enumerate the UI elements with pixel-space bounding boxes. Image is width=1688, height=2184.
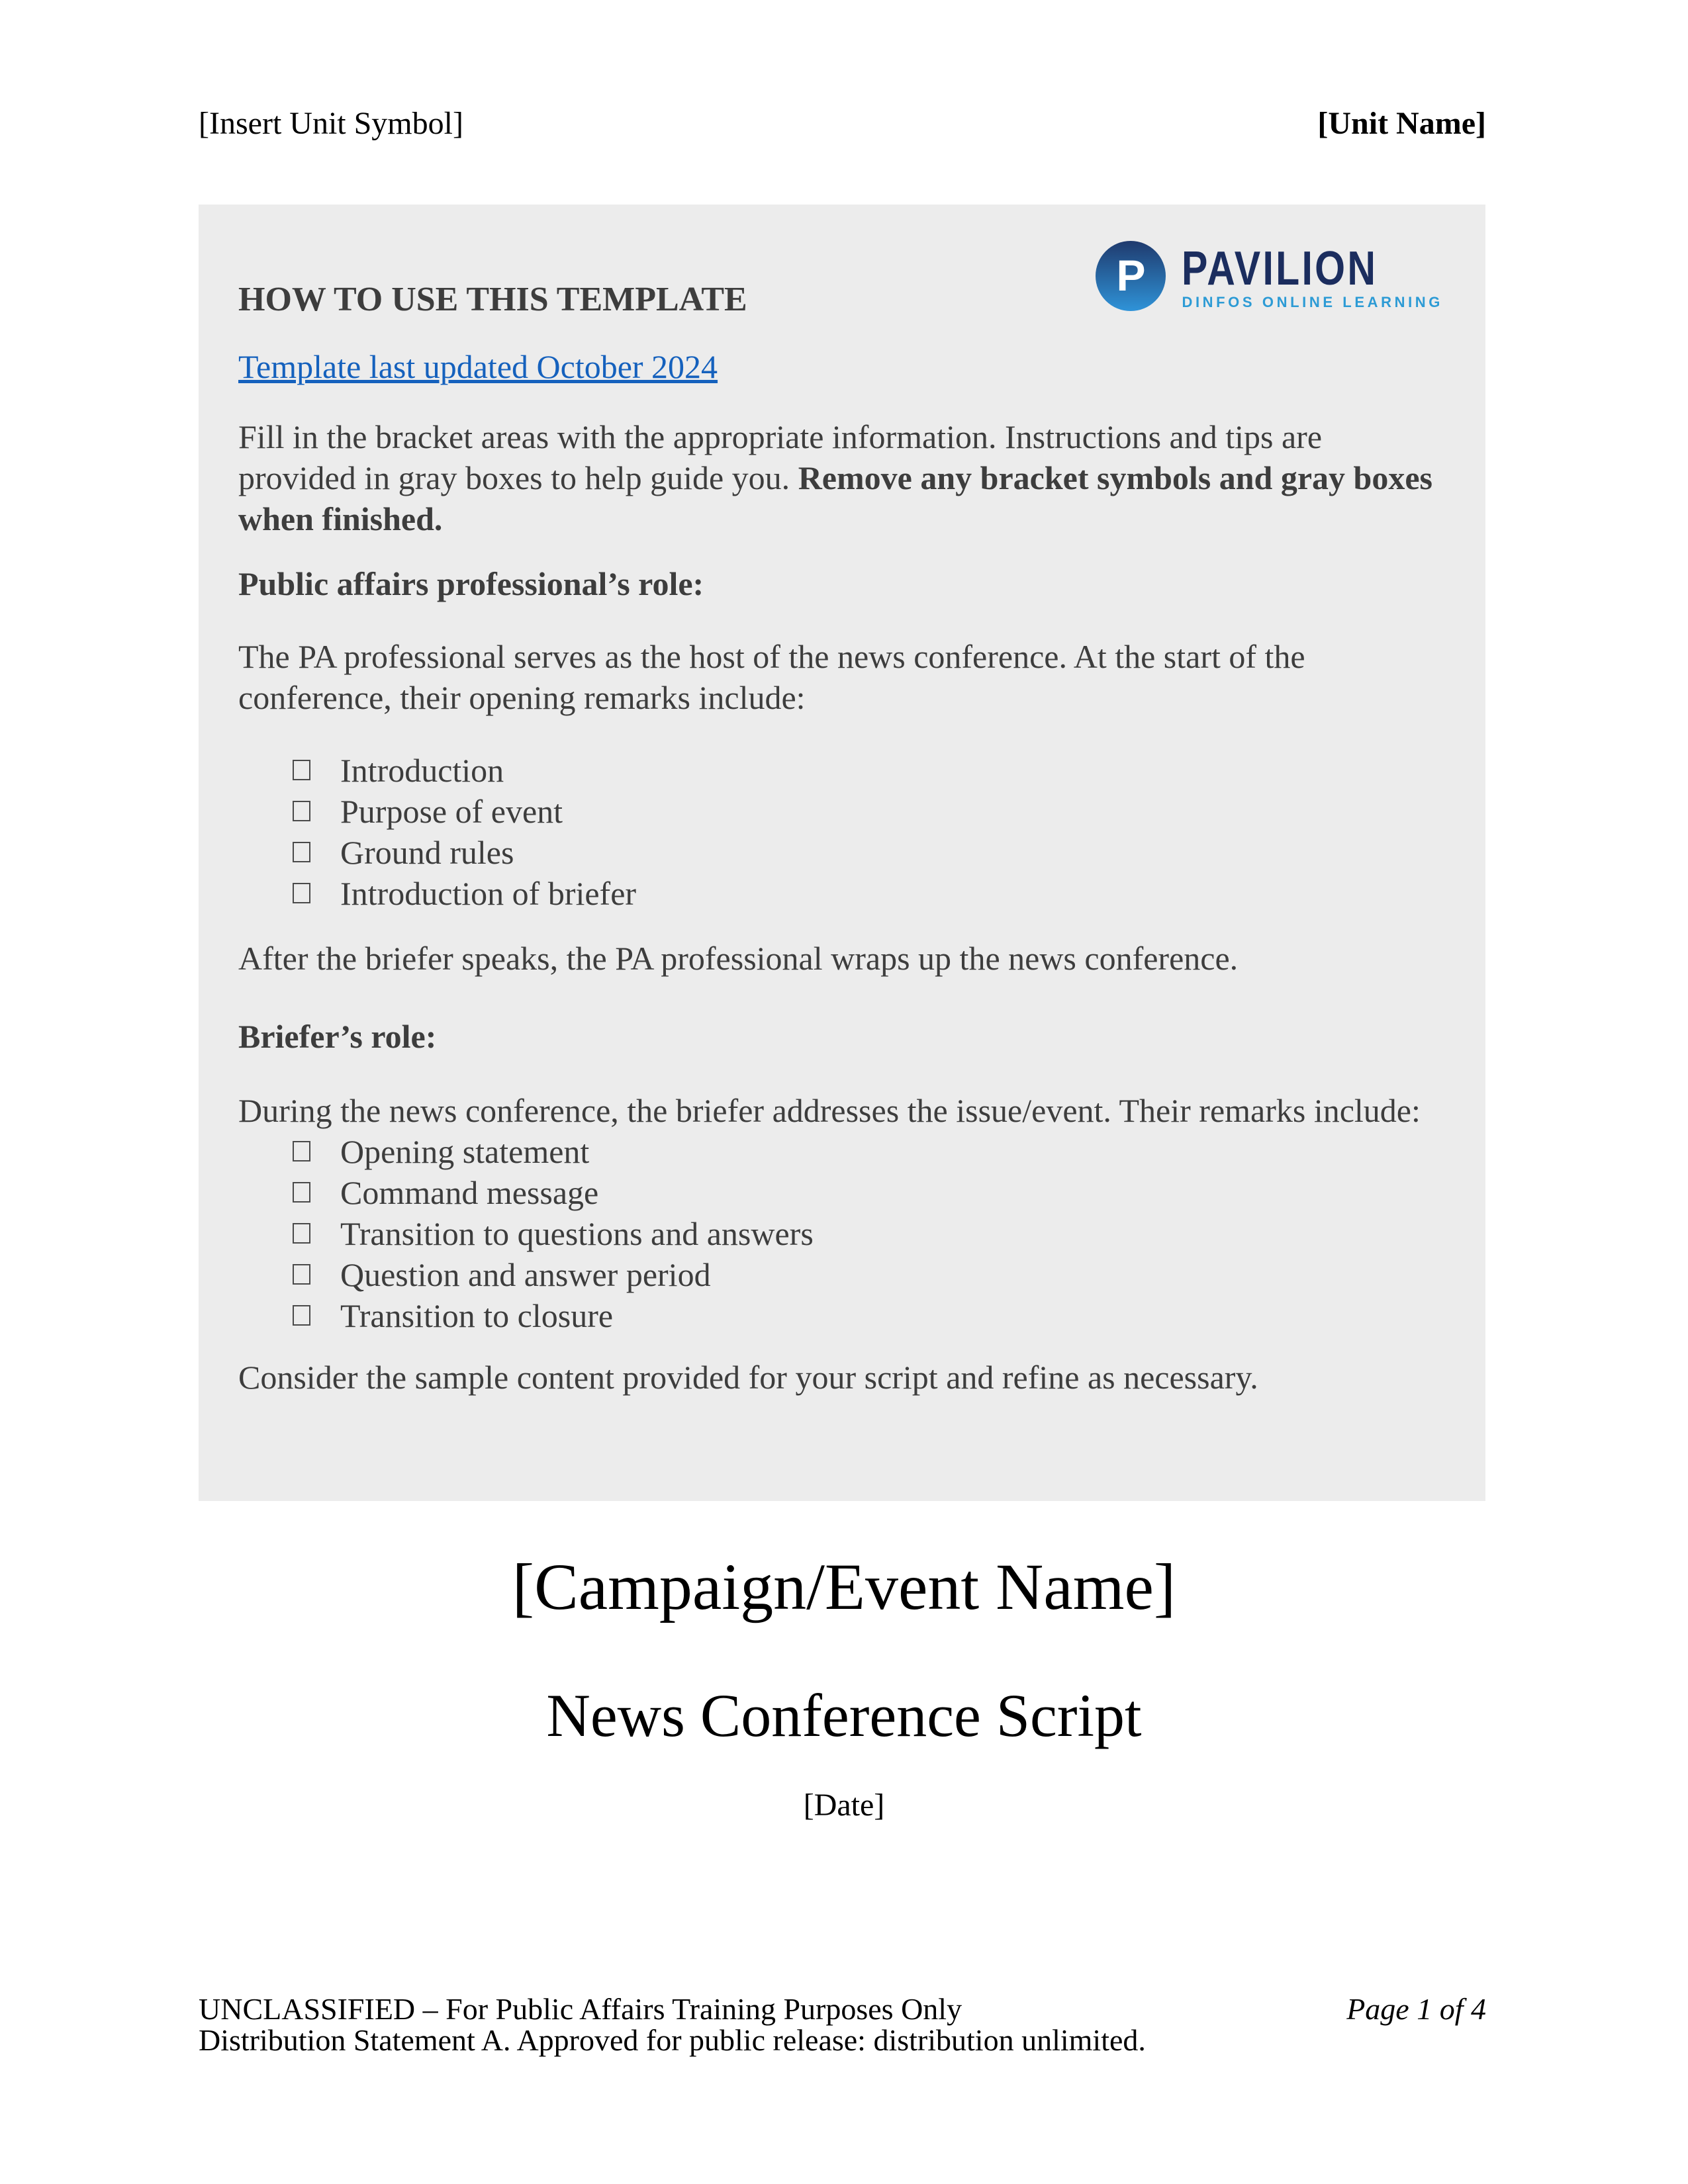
list-item [293, 1172, 1440, 1213]
monogram-letter: P [1116, 251, 1146, 300]
checkbox-bullet-icon [293, 1182, 310, 1203]
pa-bullet-list [238, 750, 1440, 914]
list-item [293, 873, 1440, 914]
list-item [293, 1213, 1440, 1254]
bullet-label: Question and answer period [340, 1256, 711, 1293]
list-item [293, 832, 1440, 873]
pavilion-tagline: DINFOS ONLINE LEARNING [1182, 294, 1443, 310]
bullet-label: Ground rules [340, 834, 514, 871]
campaign-title: [Campaign/Event Name] [512, 1550, 1176, 1623]
bullet-label: Transition to closure [340, 1297, 614, 1334]
list-item [293, 1254, 1440, 1295]
logo-text [1182, 242, 1443, 311]
unit-name-placeholder: [Unit Name] [1317, 106, 1486, 141]
intro-bold-text: Remove any bracket symbols and gray boxes when finished. [238, 459, 1433, 537]
briefer-bullet-list [238, 1131, 1440, 1336]
bullet-label: Command message [340, 1174, 599, 1211]
pavilion-wordmark: PAVILION [1182, 242, 1378, 295]
list-item [293, 791, 1440, 832]
intro-text: Fill in the bracket areas with the appropriate information. Instructions and tips are provided in gray boxes to help guide you. [238, 418, 1323, 496]
pavilion-monogram-icon [1096, 241, 1166, 311]
checkbox-bullet-icon [293, 1305, 310, 1326]
bullet-label: Purpose of event [340, 793, 563, 830]
unit-symbol-placeholder: [Insert Unit Symbol] [199, 106, 463, 141]
date-placeholder: [Date] [803, 1788, 885, 1823]
template-updated-link[interactable]: Template last updated October 2024 [238, 348, 718, 385]
document-subtitle: News Conference Script [546, 1682, 1142, 1749]
list-item [293, 1131, 1440, 1172]
checkbox-bullet-icon [293, 883, 310, 903]
guide-box-title: HOW TO USE THIS TEMPLATE [238, 281, 747, 318]
intro-paragraph [238, 416, 1440, 539]
checkbox-bullet-icon [293, 801, 310, 821]
checkbox-bullet-icon [293, 1141, 310, 1161]
page-footer [199, 1993, 1486, 2056]
bullet-label: Opening statement [340, 1133, 590, 1170]
checkbox-bullet-icon [293, 1264, 310, 1285]
pa-role-paragraph: The PA professional serves as the host of the news conference. At the start of the conference, their opening remarks include: [238, 638, 1305, 716]
checkbox-bullet-icon [293, 760, 310, 780]
pa-wrapup-paragraph: After the briefer speaks, the PA professional wraps up the news conference. [238, 940, 1239, 977]
list-item [293, 1295, 1440, 1336]
page-number: Page 1 of 4 [1346, 1992, 1486, 2026]
distribution-line: Distribution Statement A. Approved for public release: distribution unlimited. [199, 2023, 1146, 2057]
classification-line: UNCLASSIFIED – For Public Affairs Training Purposes Only [199, 1992, 962, 2026]
closing-paragraph: Consider the sample content provided for your script and refine as necessary. [238, 1359, 1258, 1396]
bullet-label: Introduction [340, 752, 504, 789]
bullet-label: Introduction of briefer [340, 875, 637, 912]
briefer-paragraph: During the news conference, the briefer addresses the issue/event. Their remarks include: [238, 1092, 1421, 1129]
bullet-label: Transition to questions and answers [340, 1215, 814, 1252]
checkbox-bullet-icon [293, 1223, 310, 1244]
pa-role-heading: Public affairs professional’s role: [238, 565, 704, 602]
pavilion-logo [1096, 241, 1443, 311]
briefer-role-heading: Briefer’s role: [238, 1018, 437, 1055]
list-item [293, 750, 1440, 791]
page-header [199, 106, 1486, 142]
checkbox-bullet-icon [293, 842, 310, 862]
instruction-box [199, 205, 1485, 1501]
